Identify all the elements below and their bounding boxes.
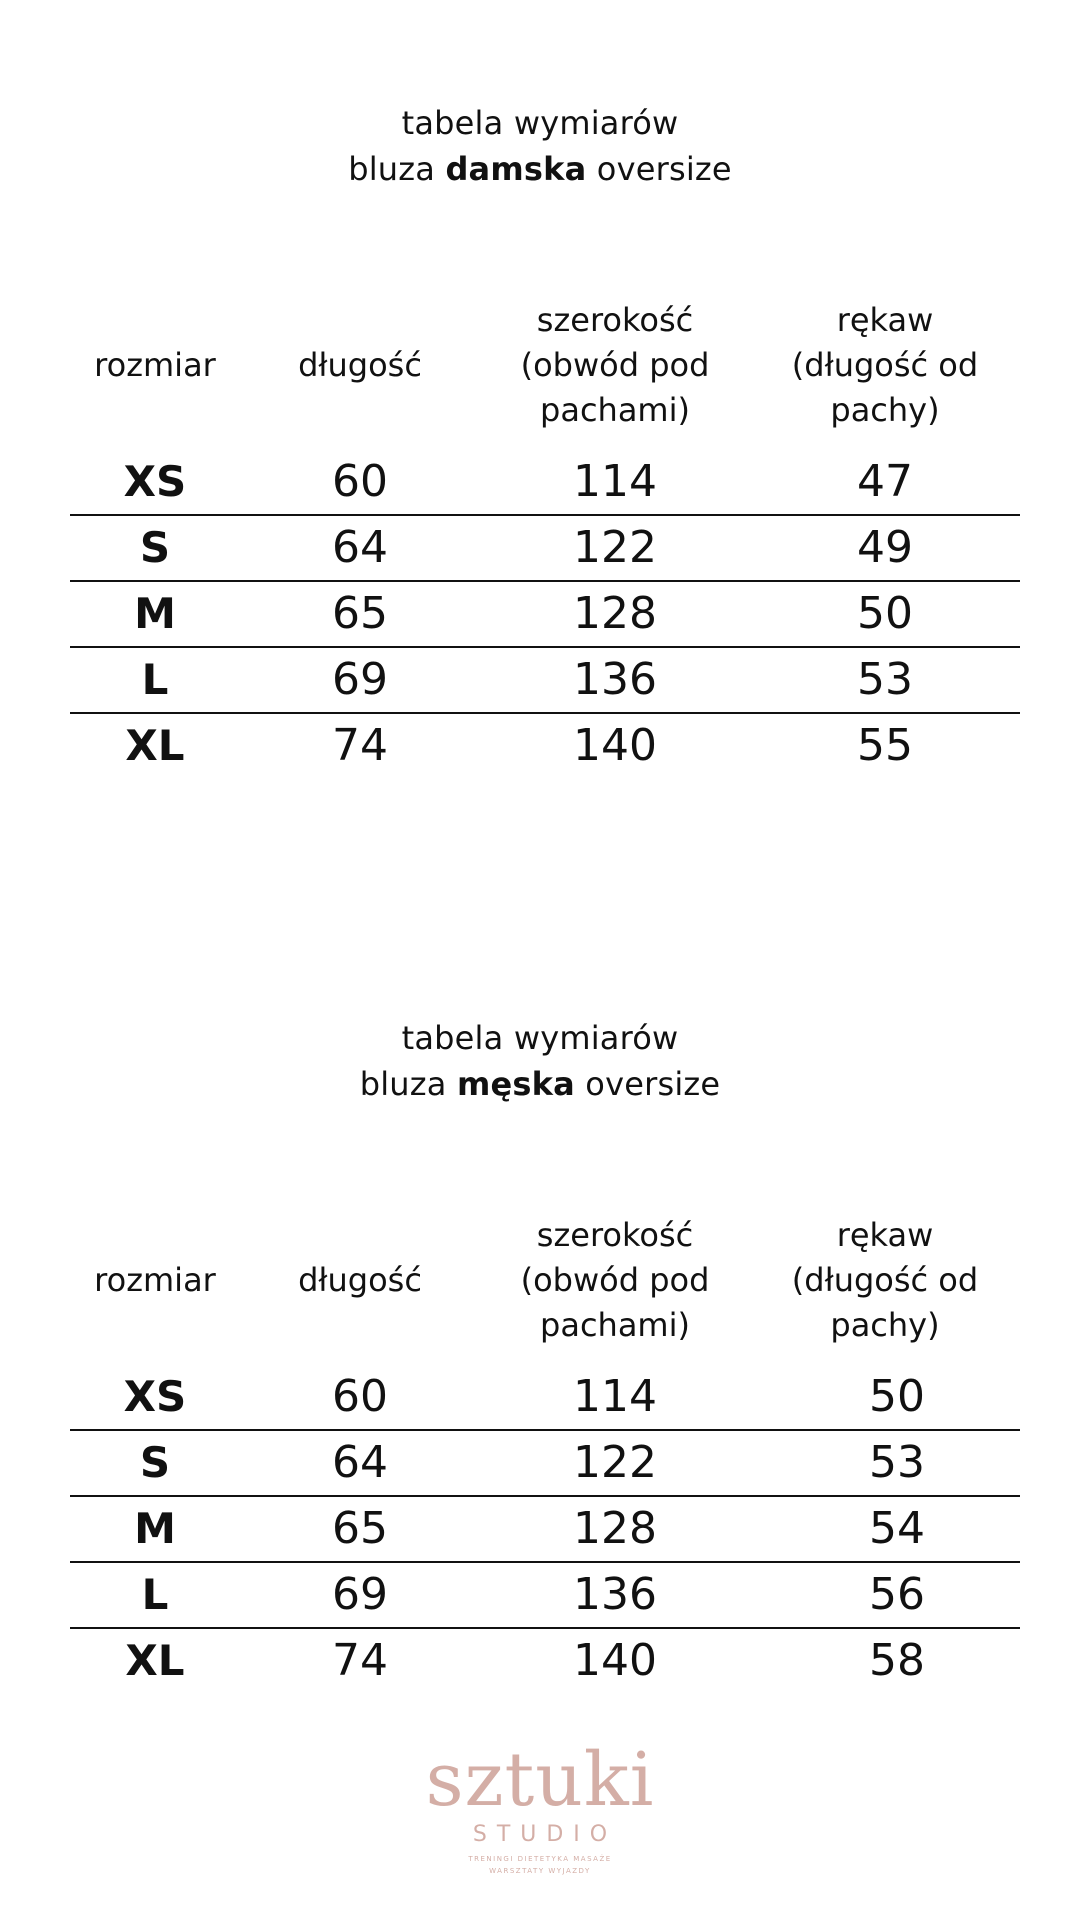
cell-length: 64 [332, 522, 388, 573]
table-row [70, 450, 1020, 514]
cell-length: 65 [332, 1503, 388, 1554]
cell-sleeve: 54 [869, 1503, 925, 1554]
cell-sleeve: 56 [869, 1569, 925, 1620]
women-title-bold: damska [445, 150, 587, 188]
header-sleeve: rękaw (długość od pachy) [791, 300, 979, 429]
cell-size: L [141, 655, 169, 704]
men-chart-title [0, 1015, 1080, 1107]
logo-studio: STUDIO [472, 1822, 618, 1847]
header-width: szerokość (obwód pod pachami) [520, 1215, 710, 1344]
cell-width: 128 [573, 1503, 657, 1554]
cell-size: XL [125, 1636, 185, 1685]
men-table-body [70, 1365, 1020, 1693]
header-length: długość [298, 1260, 422, 1299]
brand-logo [0, 1737, 1080, 1876]
men-title-line1: tabela wymiarów [401, 1019, 679, 1057]
cell-length: 60 [332, 1371, 388, 1422]
logo-tagline-1: TRENINGI DIETETYKA MASAŻE [468, 1855, 612, 1863]
cell-size: S [139, 523, 171, 572]
table-row [70, 1495, 1020, 1561]
table-row [70, 580, 1020, 646]
table-row [70, 514, 1020, 580]
cell-sleeve: 47 [857, 456, 913, 507]
header-length: długość [298, 345, 422, 384]
cell-sleeve: 53 [869, 1437, 925, 1488]
women-header-row [0, 290, 1080, 440]
women-chart-title [0, 100, 1080, 192]
cell-size: S [139, 1438, 171, 1487]
cell-width: 136 [573, 1569, 657, 1620]
cell-width: 114 [573, 456, 657, 507]
cell-size: L [141, 1570, 169, 1619]
table-row [70, 1429, 1020, 1495]
cell-size: M [134, 589, 176, 638]
cell-width: 140 [573, 1635, 657, 1686]
logo-tagline-2: WARSZTATY WYJAZDY [489, 1867, 591, 1875]
table-row [70, 646, 1020, 712]
cell-length: 65 [332, 588, 388, 639]
cell-width: 136 [573, 654, 657, 705]
cell-width: 140 [573, 720, 657, 771]
cell-sleeve: 53 [857, 654, 913, 705]
header-width: szerokość (obwód pod pachami) [520, 300, 710, 429]
cell-length: 69 [332, 654, 388, 705]
cell-size: XS [123, 457, 187, 506]
cell-width: 122 [573, 522, 657, 573]
header-sleeve: rękaw (długość od pachy) [791, 1215, 979, 1344]
women-title-line2: bluza damska oversize [348, 150, 732, 188]
cell-sleeve: 58 [869, 1635, 925, 1686]
cell-length: 60 [332, 456, 388, 507]
header-size: rozmiar [94, 1260, 216, 1299]
cell-sleeve: 55 [857, 720, 913, 771]
men-header-row [0, 1205, 1080, 1355]
cell-length: 64 [332, 1437, 388, 1488]
table-row [70, 712, 1020, 778]
logo-wordmark: sztuki [425, 1737, 655, 1823]
cell-width: 114 [573, 1371, 657, 1422]
cell-length: 69 [332, 1569, 388, 1620]
table-row [70, 1627, 1020, 1693]
table-row [70, 1561, 1020, 1627]
table-row [70, 1365, 1020, 1429]
cell-sleeve: 49 [857, 522, 913, 573]
cell-size: M [134, 1504, 176, 1553]
cell-sleeve: 50 [857, 588, 913, 639]
header-size: rozmiar [94, 345, 216, 384]
cell-size: XS [123, 1372, 187, 1421]
cell-length: 74 [332, 720, 388, 771]
women-title-line1: tabela wymiarów [401, 104, 679, 142]
cell-width: 128 [573, 588, 657, 639]
men-title-bold: męska [456, 1065, 575, 1103]
cell-width: 122 [573, 1437, 657, 1488]
cell-length: 74 [332, 1635, 388, 1686]
cell-size: XL [125, 721, 185, 770]
men-title-line2: bluza męska oversize [359, 1065, 721, 1103]
women-table-body [70, 450, 1020, 778]
cell-sleeve: 50 [869, 1371, 925, 1422]
